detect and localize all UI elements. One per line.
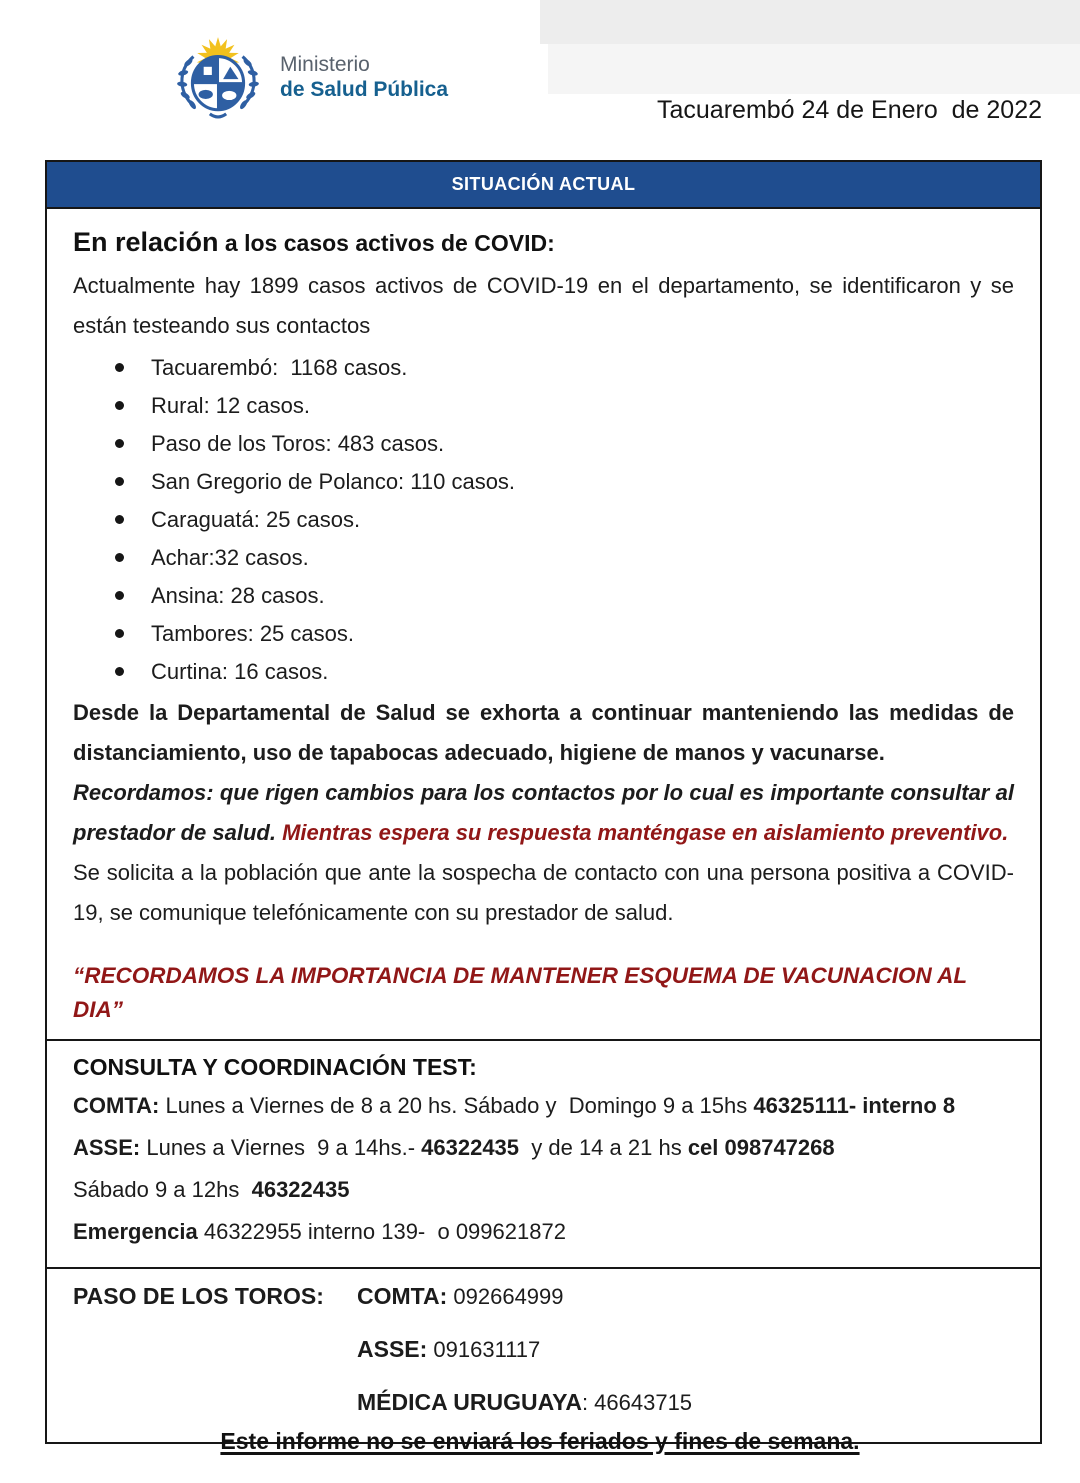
comta-label: COMTA: [73,1093,160,1118]
case-item-paso-de-los-toros: Paso de los Toros: 483 casos. [113,425,1014,463]
paso-asse-label: ASSE: [357,1336,428,1362]
medidas-paragraph: Desde la Departamental de Salud se exhorta a continuar manteniendo las medidas de distanciamiento, uso de tapabocas adecuado, higiene de manos y vacunarse. [73,700,1014,765]
asse-label: ASSE: [73,1135,141,1160]
recordamos-body: que rigen cambios para los contactos por lo cual es importante consultar al prestador de salud. [73,780,1014,845]
coat-of-arms-icon [166,32,270,120]
paso-medica-label: MÉDICA URUGUAYA [357,1389,582,1415]
sabado-line [73,1175,1014,1205]
covid-heading-rest: a los casos activos de COVID: [218,230,555,256]
asse-hours-2: y de 14 a 21 hs [519,1135,688,1160]
paso-asse-phone: 091631117 [427,1337,541,1362]
report-box [45,160,1042,1444]
case-item-tacuarembo: Tacuarembó: 1168 casos. [113,349,1014,387]
case-list [113,349,1014,691]
recordamos-paragraph [73,773,1014,853]
vacunacion-slogan: “RECORDAMOS LA IMPORTANCIA DE MANTENER ESQUEMA DE VACUNACION AL DIA” [73,963,967,1022]
comta-line [73,1091,1014,1121]
case-item-ansina: Ansina: 28 casos. [113,577,1014,615]
paso-grid [73,1281,1014,1440]
ministry-name [280,52,448,102]
comta-hours: Lunes a Viernes de 8 a 20 hs. Sábado y Domingo 9 a 15hs [159,1093,754,1118]
sabado-phone: 46322435 [251,1177,350,1202]
case-item-caraguata: Caraguatá: 25 casos. [113,501,1014,539]
covid-heading-lead: En relación [73,227,219,257]
case-item-tambores: Tambores: 25 casos. [113,615,1014,653]
paso-comta-row [357,1281,1014,1312]
solicita-paragraph: Se solicita a la población que ante la sospecha de contacto con una persona positiva a COVID-19, se comunique telefónicamente con su prestador de salud. [73,860,1014,925]
scan-artifact [540,0,1080,44]
paso-comta-phone: 092664999 [447,1284,564,1309]
emergencia-line [73,1217,1014,1247]
situation-section [47,209,1040,1039]
footer-note-text: Este informe no se enviará los feriados y fines de semana. [220,1428,860,1454]
sabado-hours: Sábado 9 a 12hs [73,1177,252,1202]
case-item-rural: Rural: 12 casos. [113,387,1014,425]
recordamos-lead: Recordamos: [73,780,214,805]
case-item-curtina: Curtina: 16 casos. [113,653,1014,691]
paso-rows [357,1281,1014,1440]
asse-hours-1: Lunes a Viernes 9 a 14hs.- [140,1135,422,1160]
case-item-san-gregorio: San Gregorio de Polanco: 110 casos. [113,463,1014,501]
ministry-line2: de Salud Pública [280,78,449,101]
paso-comta-label: COMTA: [357,1283,448,1309]
test-coordination-section [47,1039,1040,1267]
paso-title: PASO DE LOS TOROS: [73,1283,324,1309]
paso-asse-row [357,1334,1014,1365]
paso-medica-row [357,1387,1014,1418]
scan-artifact [548,44,1080,94]
intro-paragraph: Actualmente hay 1899 casos activos de COVID-19 en el departamento, se identificaron y se están testeando sus contactos [73,273,1014,338]
case-item-achar: Achar:32 casos. [113,539,1014,577]
footer-note [0,1428,1080,1455]
ministry-line1: Ministerio [280,53,370,76]
emergencia-phones: 46322955 interno 139- o 099621872 [197,1219,566,1244]
section-banner [47,162,1040,209]
asse-phone-2: cel 098747268 [687,1135,835,1160]
paso-medica-phone: : 46643715 [581,1390,693,1415]
covid-heading [73,227,1014,258]
asse-line [73,1133,1014,1163]
emergencia-label: Emergencia [73,1219,198,1244]
recordamos-alert: Mientras espera su respuesta manténgase en aislamiento preventivo. [282,820,1009,845]
comta-phone: 46325111- interno 8 [753,1093,956,1118]
report-date: Tacuarembó 24 de Enero de 2022 [657,96,1042,124]
asse-phone-1: 46322435 [421,1135,520,1160]
test-section-title: CONSULTA Y COORDINACIÓN TEST: [73,1054,477,1080]
banner-title: SITUACIÓN ACTUAL [451,174,636,194]
paso-de-los-toros-section [47,1267,1040,1442]
